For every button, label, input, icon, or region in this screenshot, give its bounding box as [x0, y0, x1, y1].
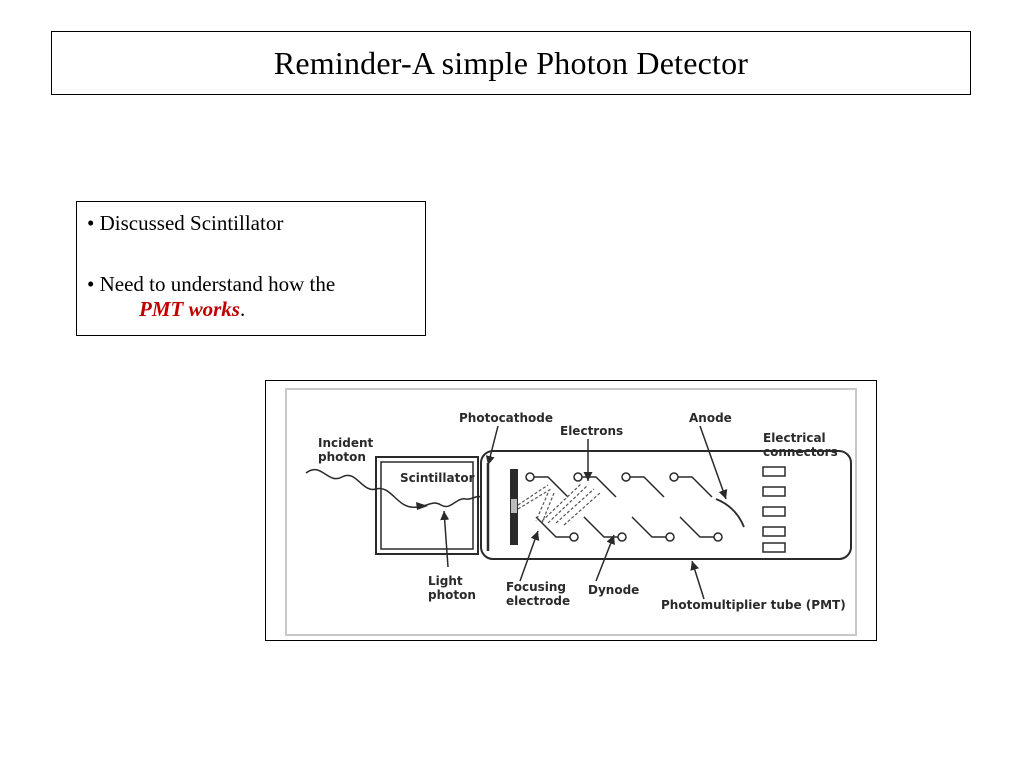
bullet-item-pmt: • Need to understand how the — [87, 272, 336, 296]
electron-paths — [518, 483, 600, 525]
bullet-spacer — [87, 236, 415, 272]
label-pmt: Photomultiplier tube (PMT) — [661, 598, 846, 612]
bullet-period: . — [239, 297, 246, 321]
electrical-connectors — [763, 467, 785, 552]
dynode-array — [526, 473, 722, 541]
pmt-diagram — [266, 381, 878, 642]
pmt-diagram-frame — [265, 380, 877, 641]
label-dynode: Dynode — [588, 583, 640, 597]
title-box — [51, 31, 971, 95]
label-scintillator: Scintillator — [400, 471, 475, 485]
focusing-electrode-gap — [511, 499, 517, 513]
pmt-tube — [481, 451, 851, 559]
label-light-photon-line1: Light — [428, 574, 463, 588]
label-focusing-electrode-line2: electrode — [506, 594, 571, 608]
label-electrical-connectors-line2: connectors — [763, 445, 838, 459]
label-electrical-connectors-line1: Electrical — [763, 431, 826, 445]
bullet-item-pmt-continuation — [87, 297, 415, 322]
label-electrons: Electrons — [560, 424, 624, 438]
label-incident-photon-line1: Incident — [318, 436, 374, 450]
anode — [716, 499, 744, 527]
bullet-item-scintillator: • Discussed Scintillator — [87, 211, 284, 235]
pmt-works-emphasis: PMT works — [139, 297, 240, 321]
label-anode: Anode — [689, 411, 732, 425]
slide-title: Reminder-A simple Photon Detector — [273, 44, 749, 81]
incident-photon-arrowhead — [416, 502, 428, 510]
label-focusing-electrode-line1: Focusing — [506, 580, 566, 594]
label-light-photon-line2: photon — [428, 588, 476, 602]
label-incident-photon-line2: photon — [318, 450, 366, 464]
label-photocathode: Photocathode — [459, 411, 554, 425]
bullet-box — [76, 201, 426, 336]
